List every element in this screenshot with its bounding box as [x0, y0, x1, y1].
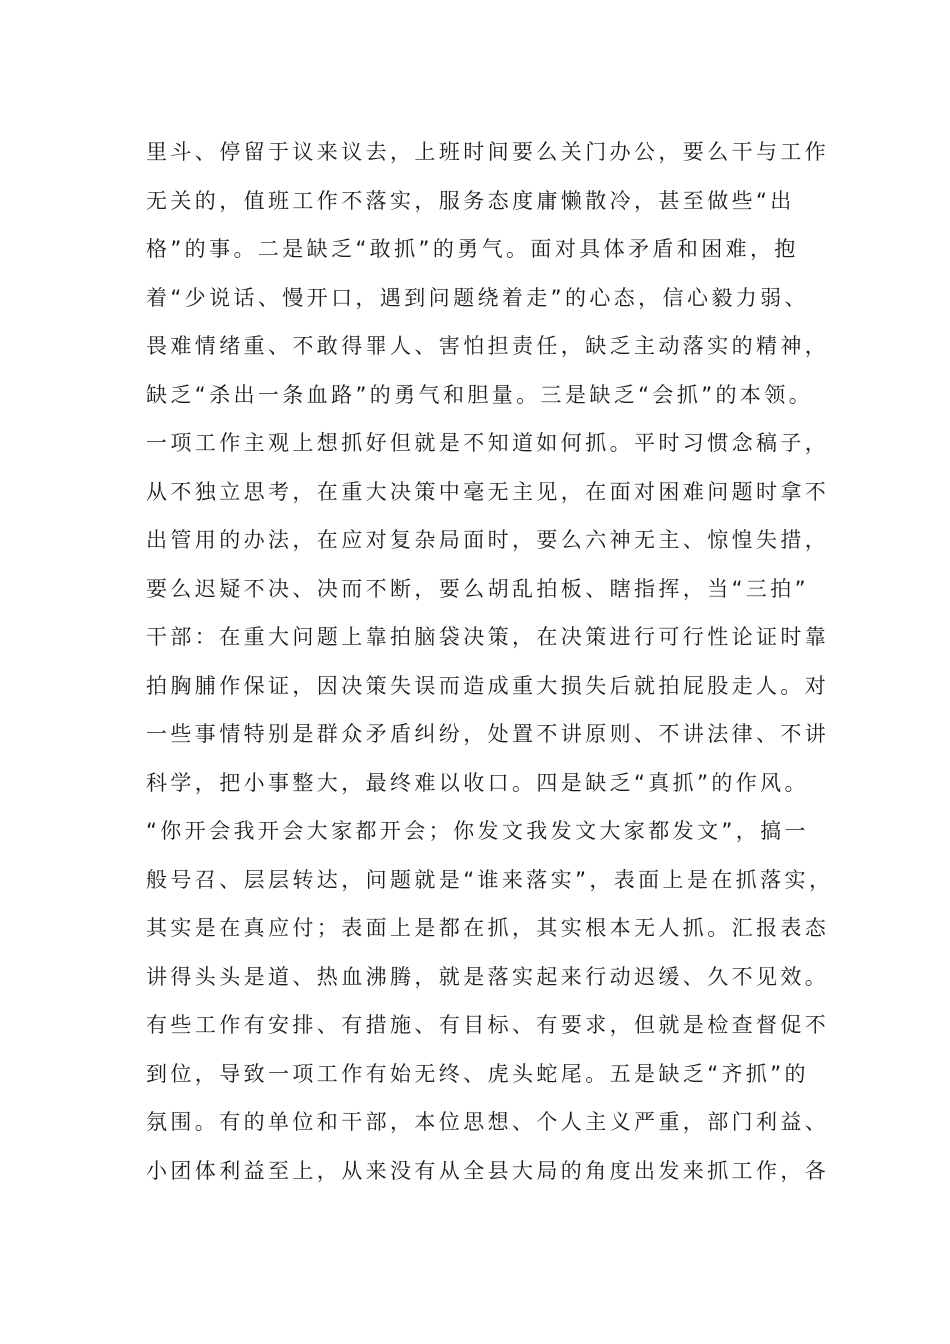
text-line: 小团体利益至上，从来没有从全县大局的角度出发来抓工作，各: [146, 1158, 830, 1183]
text-line: 其实是在真应付；表面上是都在抓，其实根本无人抓。汇报表态: [146, 916, 830, 940]
text-line: 到位，导致一项工作有始无终、虎头蛇尾。五是缺乏“齐抓”的: [146, 1061, 809, 1086]
text-line: 氛围。有的单位和干部，本位思想、个人主义严重，部门利益、: [146, 1110, 830, 1134]
text-line: 般号召、层层转达，问题就是“谁来落实”，表面上是在抓落实，: [146, 867, 834, 892]
text-line: 科学，把小事整大，最终难以收口。四是缺乏“真抓”的作风。: [146, 770, 809, 795]
text-line: 一些事情特别是群众矛盾纠纷，处置不讲原则、不讲法律、不讲: [146, 722, 830, 746]
text-line: 里斗、停留于议来议去，上班时间要么关门办公，要么干与工作: [146, 140, 830, 164]
text-line: 从不独立思考，在重大决策中毫无主见，在面对困难问题时拿不: [146, 479, 830, 504]
text-line: 畏难情绪重、不敢得罪人、害怕担责任，缺乏主动落实的精神，: [146, 334, 830, 358]
text-line: 出管用的办法，在应对复杂局面时，要么六神无主、惊惶失措，: [146, 528, 830, 552]
text-line: 格”的事。二是缺乏“敢抓”的勇气。面对具体矛盾和困难，抱: [146, 237, 799, 261]
text-line: 一项工作主观上想抓好但就是不知道如何抓。平时习惯念稿子，: [146, 431, 830, 455]
text-line: 讲得头头是道、热血沸腾，就是落实起来行动迟缓、久不见效。: [146, 964, 830, 989]
text-line: 干部：在重大问题上靠拍脑袋决策，在决策进行可行性论证时靠: [146, 625, 830, 649]
text-line: 无关的，值班工作不落实，服务态度庸懒散冷，甚至做些“出: [146, 188, 795, 213]
text-line: 拍胸脯作保证，因决策失误而造成重大损失后就拍屁股走人。对: [146, 673, 830, 698]
text-line: 有些工作有安排、有措施、有目标、有要求，但就是检查督促不: [146, 1013, 830, 1037]
text-line: 要么迟疑不决、决而不断，要么胡乱拍板、瞎指挥，当“三拍”: [146, 576, 809, 601]
text-line: 着“少说话、慢开口，遇到问题绕着走”的心态，信心毅力弱、: [146, 285, 809, 310]
text-line: “你开会我开会大家都开会；你发文我发文大家都发文”，搞一: [146, 819, 809, 843]
text-line: 缺乏“杀出一条血路”的勇气和胆量。三是缺乏“会抓”的本领。: [146, 382, 814, 407]
body-text: [146, 130, 836, 1197]
